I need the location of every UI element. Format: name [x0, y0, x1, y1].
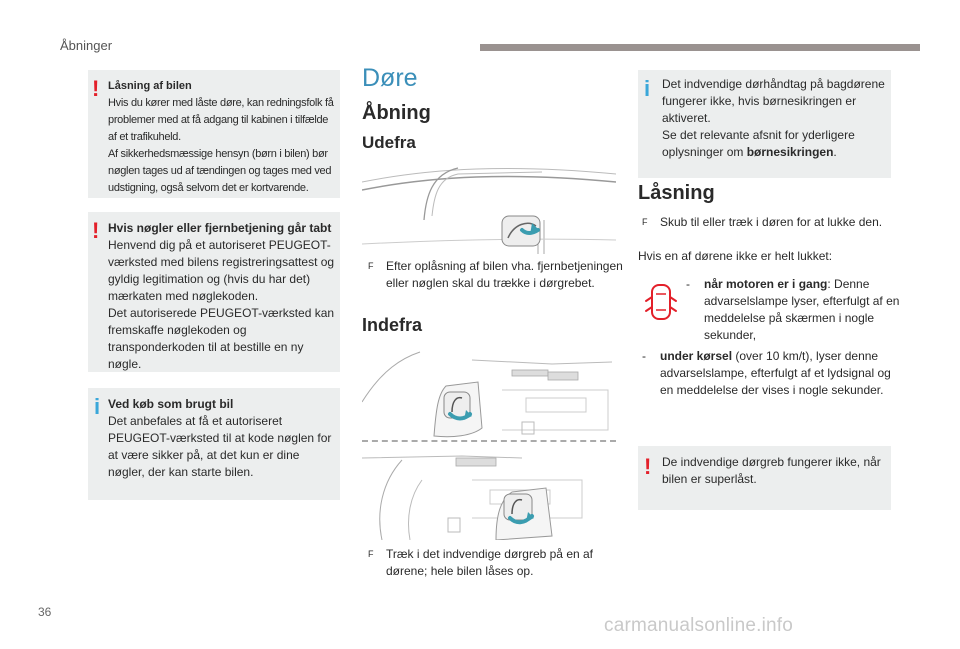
box-text: De indvendige dørgreb fungerer ikke, når bilen er superlåst. [662, 455, 881, 486]
page-title: Døre [362, 64, 418, 92]
box-title: Ved køb som brugt bil [108, 397, 234, 411]
warning-icon: ! [92, 218, 100, 243]
heading-outside: Udefra [362, 133, 416, 152]
box-text: Det anbefales at få et autoriseret PEUGEOT-værksted til at kode nøglen for at være sikker på, at det kun er dine nøgler, der kan starte bilen. [108, 414, 332, 479]
warning-box-locking [88, 70, 340, 198]
outside-instruction: F Efter oplåsning af bilen vha. fjernbetjeningen eller nøglen skal du trække i dørgrebet. [368, 259, 623, 290]
bullet-icon: F [368, 549, 374, 559]
bullet-icon: F [368, 261, 374, 271]
header-bar [480, 44, 920, 51]
page-number: 36 [38, 605, 52, 619]
illustration-outside-handle [362, 160, 616, 254]
info-box-used-car [88, 388, 340, 500]
watermark: carmanualsonline.info [604, 615, 794, 636]
locking-instruction: F Skub til eller træk i døren for at lukke den. [642, 215, 883, 229]
warning-icon: ! [92, 76, 100, 101]
info-box-child-lock [638, 70, 891, 178]
box-text: Henvend dig på et autoriseret PEUGEOT-værksted med bilens registreringsattest og gyldig legitimation og (hvis du har det) mærkaten med nøglekoden. Det autoriserede PEUGEOT-værksted kan fremskaffe nøglekoden og transponderkoden til at bestille en ny nøgle. [108, 238, 335, 371]
warning-box-lost-keys [88, 212, 340, 372]
section-title: Åbninger [60, 38, 113, 53]
inside-instruction: F Træk i det indvendige dørgreb på en af dørene; hele bilen låses op. [368, 547, 594, 578]
not-closed-text: Hvis en af dørene ikke er helt lukket: [638, 249, 833, 263]
info-box-text: Det indvendige dørhåndtag på bagdørene fungerer ikke, hvis børnesikringen er aktiveret. Se det relevante afsnit for yderligere oplysninger om børnesikringen. [662, 77, 885, 159]
bullet-icon: F [642, 217, 648, 227]
divider [362, 440, 616, 442]
driving-text: - under kørsel (over 10 km/t), lyser denne advarselslampe, efterfulgt af et lydsignal og en meddelelse der vises i nogle sekunder. [642, 349, 891, 397]
engine-running-text: - når motoren er i gang: Denne advarselslampe lyser, efterfulgt af en meddelelse på skærmen i nogle sekunder, [686, 277, 900, 342]
heading-inside: Indefra [362, 315, 423, 335]
heading-locking: Låsning [638, 182, 715, 204]
door-open-warning-icon [644, 282, 678, 322]
box-title: Hvis nøgler eller fjernbetjening går tabt [108, 221, 332, 235]
warning-icon: ! [644, 454, 652, 479]
illustration-inside-front [362, 350, 616, 438]
illustration-inside-rear [362, 452, 616, 540]
warning-box-superlock [638, 446, 891, 510]
heading-opening: Åbning [362, 102, 431, 124]
info-icon: i [644, 76, 651, 101]
box-text: Hvis du kører med låste døre, kan redningsfolk få problemer med at få adgang til kabinen i tilfælde af et trafikuheld. Af sikkerhedsmæssige hensyn (børn i bilen) bør nøglen tages ud af tændingen og tages med ved udstigning, også selvom det er kortvarende. [108, 97, 334, 194]
box-title: Låsning af bilen [108, 80, 192, 92]
info-icon: i [94, 394, 101, 419]
